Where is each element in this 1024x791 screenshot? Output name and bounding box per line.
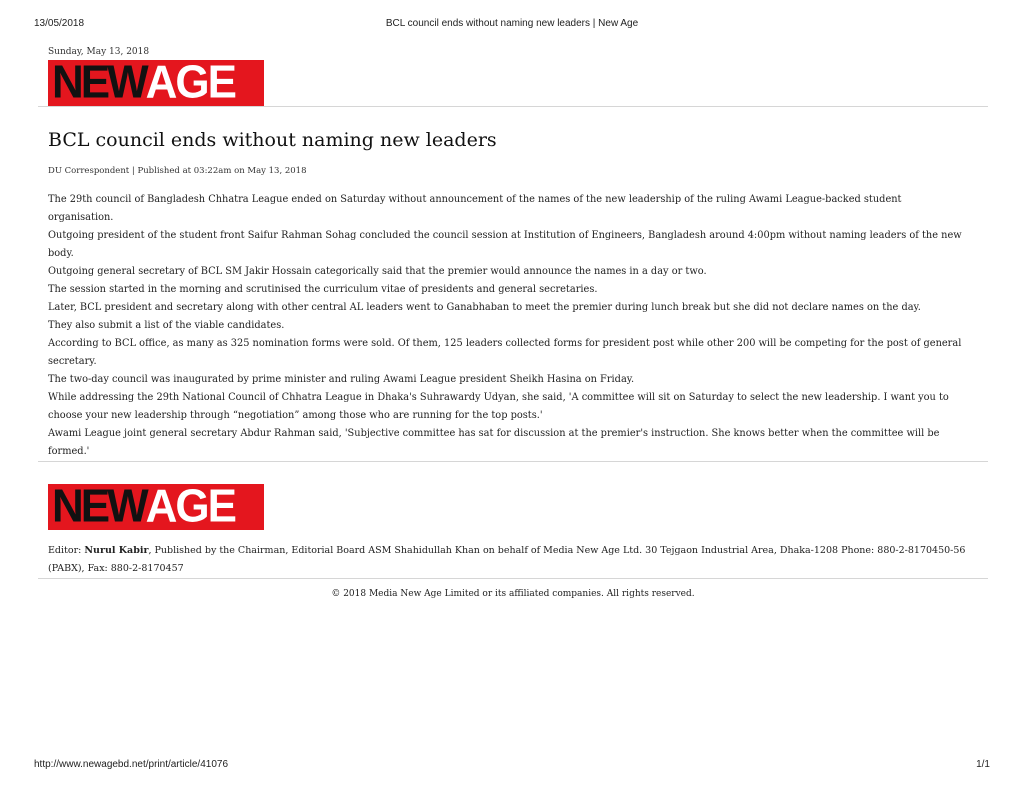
print-header [34,18,990,32]
copyright-divider [38,578,988,579]
footer-logo-wrap [38,480,988,533]
article-paragraph: The session started in the morning and scrutinised the curriculum vitae of presidents and general secretaries. [48,284,598,295]
editor-label: Editor: [48,545,85,556]
copyright-notice: © 2018 Media New Age Limited or its affiliated companies. All rights reserved. [331,589,695,599]
footer-publisher-info [48,542,968,578]
print-page-number: 1/1 [976,759,990,770]
article-paragraph: Awami League joint general secretary Abdur Rahman said, 'Subjective committee has sat for discussion at the premier's instruction. She knows better when the committee will be formed.' [48,428,940,457]
editor-name: Nurul Kabir [84,545,149,556]
footer-divider [38,461,988,462]
print-date: 13/05/2018 [34,18,85,29]
newage-logo[interactable] [48,56,264,109]
article-headline: BCL council ends without naming new leaders [48,129,497,151]
article-paragraph: Later, BCL president and secretary along with other central AL leaders went to Ganabhaban to meet the premier during lunch break but she did not declare names on the day. [48,302,921,313]
article-byline: DU Correspondent | Published at 03:22am on May 13, 2018 [48,166,307,176]
footer-logo-text-age: AGE [145,480,236,533]
logo-text-age: AGE [145,56,236,109]
logo-text-new: NEW [52,56,146,109]
publisher-details: , Published by the Chairman, Editorial Board ASM Shahidullah Khan on behalf of Media New Age Ltd. 30 Tejgaon Industrial Area, Dhaka-1208 Phone: 880-2-8170450-56 (PABX), Fax: 880-2-8170457 [48,545,966,574]
page-content [38,46,988,601]
print-footer [34,759,990,771]
masthead-date: Sunday, May 13, 2018 [48,47,150,57]
article-body [48,191,968,461]
article-paragraph: According to BCL office, as many as 325 nomination forms were sold. Of them, 125 leaders collected forms for president post while other 200 will be competing for the post of general secretary. [48,338,962,367]
print-url[interactable]: http://www.newagebd.net/print/article/41076 [34,759,229,770]
footer-logo-text-new: NEW [52,480,146,533]
article-paragraph: The 29th council of Bangladesh Chhatra League ended on Saturday without announcement of the names of the new leadership of the ruling Awami League-backed student organisation. [48,194,902,223]
article-paragraph: Outgoing president of the student front Saifur Rahman Sohag concluded the council session at Institution of Engineers, Bangladesh around 4:00pm without naming leaders of the new body. [48,230,962,259]
article-paragraph: Outgoing general secretary of BCL SM Jakir Hossain categorically said that the premier would announce the names in a day or two. [48,266,707,277]
article-paragraph: They also submit a list of the viable candidates. [48,320,285,331]
article-paragraph: The two-day council was inaugurated by prime minister and ruling Awami League president Sheikh Hasina on Friday. [48,374,635,385]
footer-newage-logo[interactable] [48,480,264,533]
print-page-title: BCL council ends without naming new leaders | New Age [385,18,639,29]
article-paragraph: While addressing the 29th National Council of Chhatra League in Dhaka's Suhrawardy Udyan, she said, 'A committee will sit on Saturday to select the new leadership. I want you to choose your new leadership through “negotiation” among those who are running for the top posts.' [48,392,949,421]
